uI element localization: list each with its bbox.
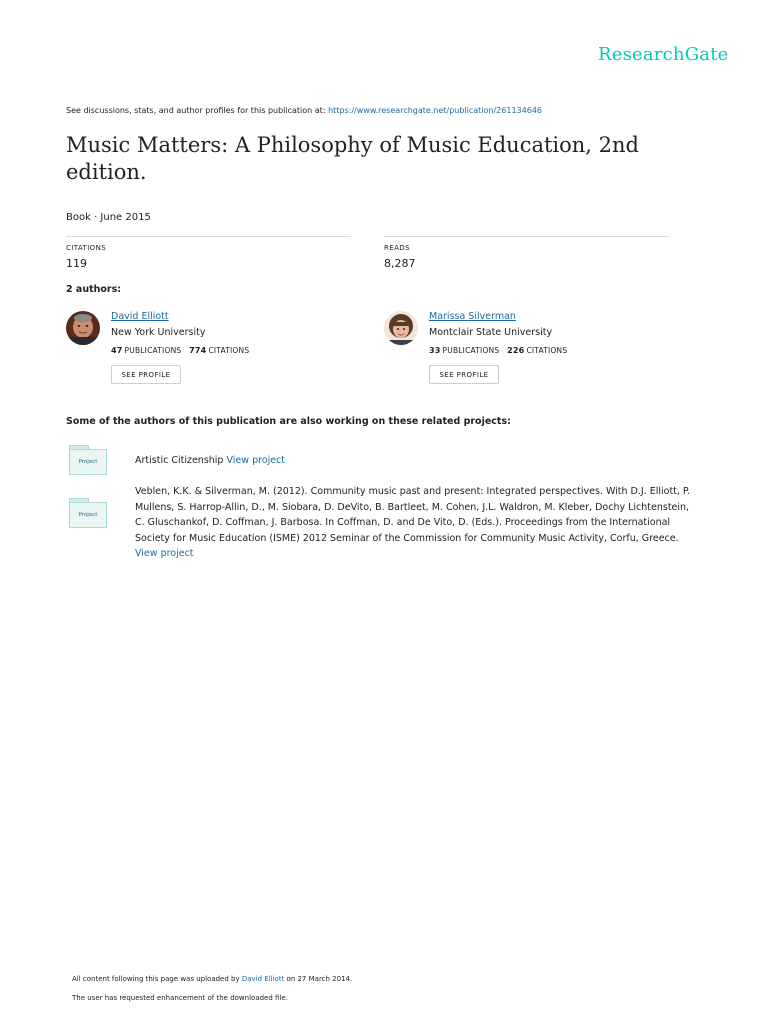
author-publications-count: 33 — [429, 346, 441, 355]
author-citations-count: 774 — [189, 346, 207, 355]
reads-divider — [384, 236, 669, 237]
upload-note — [72, 975, 352, 983]
author-publications-count: 47 — [111, 346, 123, 355]
author-publications-label: PUBLICATIONS — [124, 346, 182, 355]
avatar-photo-icon — [66, 311, 100, 345]
uploader-link[interactable]: David Elliott — [241, 975, 285, 983]
reads-value: 8,287 — [384, 257, 416, 270]
project-icon: Project — [69, 502, 107, 528]
author-avatar-david-elliott[interactable] — [66, 311, 100, 345]
reads-label: READS — [384, 244, 410, 252]
project-entry — [135, 453, 695, 469]
avatar-photo-icon — [384, 311, 418, 345]
citations-label: CITATIONS — [66, 244, 107, 252]
project-title: Artistic Citizenship — [135, 455, 224, 466]
publication-url-link[interactable]: https://www.researchgate.net/publication/261134646 — [328, 106, 542, 115]
researchgate-logo[interactable]: ResearchGate — [598, 44, 729, 65]
project-folder-icon[interactable] — [69, 498, 107, 528]
enhancement-note: The user has requested enhancement of the downloaded file. — [72, 994, 288, 1002]
see-discussions-line — [66, 106, 542, 115]
project-folder-icon[interactable] — [69, 445, 107, 475]
citations-divider — [66, 236, 351, 237]
related-projects-header: Some of the authors of this publication are also working on these related projects: — [66, 416, 511, 427]
view-project-link[interactable]: View project — [135, 548, 194, 559]
author-name-link[interactable]: Marissa Silverman — [429, 311, 516, 322]
project-title: Veblen, K.K. & Silverman, M. (2012). Community music past and present: Integrated perspectives. With D.J. Elliott, P. Mullens, S. Harrop-Allin, D., M. Siobara, D. DeVito, B. Bartleet, M. Cohen, J.L. Waldron, M. Kleber, Dochy Lichtenstein, C. Gluschankof, D. Coffman, J. Barbosa. In Coffman, D. and De Vito, D. (Eds.). Proceedings from the International Society for Music Education (ISME) 2012 Seminar of the Commission for Community Music Activity, Corfu, Greece. — [135, 486, 691, 544]
publication-meta: Book · June 2015 — [66, 212, 151, 223]
author-institution: New York University — [111, 327, 206, 338]
see-profile-button[interactable]: SEE PROFILE — [429, 365, 499, 384]
project-entry — [135, 484, 695, 562]
view-project-link[interactable]: View project — [226, 455, 286, 466]
upload-suffix: on 27 March 2014. — [284, 975, 353, 983]
publication-title: Music Matters: A Philosophy of Music Education, 2nd edition. — [66, 133, 639, 184]
see-profile-button[interactable]: SEE PROFILE — [111, 365, 181, 384]
author-publications-label: PUBLICATIONS — [442, 346, 500, 355]
author-name-link[interactable]: David Elliott — [111, 311, 169, 322]
author-institution: Montclair State University — [429, 327, 553, 338]
upload-prefix: All content following this page was uploaded by — [72, 975, 242, 983]
author-stats — [429, 346, 567, 355]
author-citations-label: CITATIONS — [208, 346, 250, 355]
author-citations-label: CITATIONS — [526, 346, 568, 355]
author-stats — [111, 346, 249, 355]
project-icon: Project — [69, 449, 107, 475]
authors-header: 2 authors: — [66, 284, 122, 295]
author-avatar-marissa-silverman[interactable] — [384, 311, 418, 345]
citations-value: 119 — [66, 257, 87, 270]
see-discussions-text: See discussions, stats, and author profiles for this publication at: — [66, 106, 329, 115]
author-citations-count: 226 — [507, 346, 525, 355]
